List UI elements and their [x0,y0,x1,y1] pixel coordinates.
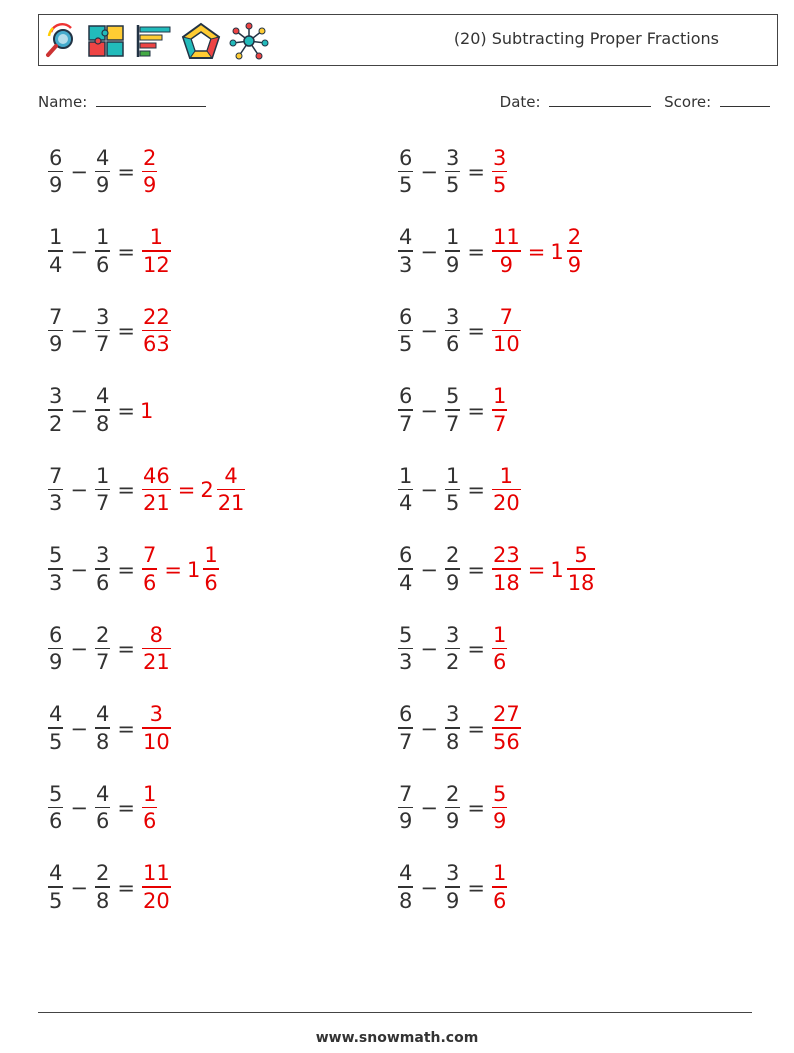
footer-divider [38,1012,752,1013]
minus-sign: − [70,637,88,661]
answer-fraction [492,545,521,594]
problem-item [46,381,154,441]
second-fraction [445,145,460,198]
mixed-whole: 1 [186,557,201,582]
minus-sign: − [420,478,438,502]
denominator: 7 [399,411,413,436]
denominator: 10 [142,729,170,754]
denominator: 6 [95,809,110,834]
minus-sign: − [420,319,438,343]
bar-chart-icon [135,22,173,60]
denominator: 9 [445,252,460,277]
denominator: 18 [567,570,595,595]
numerator: 5 [445,384,460,409]
numerator: 1 [499,463,514,488]
answer-equals-sign: = [164,557,182,582]
numerator: 11 [492,225,520,250]
answer-equals-sign: = [527,239,546,264]
numerator: 3 [445,622,460,647]
mixed-fraction [217,463,246,516]
problem-item [46,699,173,759]
denominator: 6 [142,570,157,595]
denominator: 3 [49,491,63,516]
numerator: 5 [399,622,413,647]
numerator: 6 [49,622,63,647]
equals-sign: = [467,557,485,582]
numerator: 7 [49,463,63,488]
score-label: Score: [664,93,712,111]
numerator: 6 [399,543,413,568]
problem-item [396,222,584,282]
minus-sign: − [70,478,88,502]
denominator: 9 [49,650,63,675]
answer-fraction [492,863,507,912]
minus-sign: − [420,557,438,582]
second-fraction [445,622,460,675]
denominator: 5 [399,332,413,357]
answer-fraction [492,781,507,834]
name-label: Name: [38,93,88,111]
minus-sign: − [70,716,88,741]
mixed-fraction [203,545,218,594]
denominator: 6 [204,570,218,595]
date-blank[interactable] [549,92,651,107]
numerator: 2 [567,225,582,250]
equals-sign: = [467,319,485,343]
answer-fraction [142,863,171,912]
numerator: 6 [49,145,63,170]
answer [140,304,173,357]
denominator: 5 [49,729,63,754]
first-fraction [398,463,413,516]
denominator: 18 [492,570,520,595]
answer-fraction [492,227,521,276]
denominator: 21 [142,491,170,516]
minus-sign: − [70,319,88,343]
minus-sign: − [70,557,88,582]
denominator: 6 [445,332,460,357]
minus-sign: − [70,239,88,264]
problem-item [46,619,173,679]
first-fraction [48,781,63,834]
denominator: 9 [499,252,514,277]
first-fraction [398,304,413,357]
numerator: 6 [399,384,413,409]
numerator: 3 [445,861,460,886]
numerator: 3 [492,145,507,170]
answer [490,863,509,912]
problem-item [396,301,523,361]
equals-sign: = [467,716,485,741]
numerator: 4 [95,702,110,727]
first-fraction [48,622,63,675]
denominator: 10 [492,332,520,357]
minus-sign: − [70,398,88,423]
denominator: 9 [492,809,507,834]
first-fraction [398,145,413,198]
second-fraction [95,145,110,198]
denominator: 7 [95,332,110,357]
numerator: 5 [49,781,63,806]
denominator: 5 [492,173,507,198]
second-fraction [445,304,460,357]
answer [140,145,159,198]
answer-fraction [492,622,507,675]
problem-item [396,540,597,600]
denominator: 6 [492,888,507,913]
numerator: 5 [49,543,63,568]
numerator: 4 [224,463,238,488]
denominator: 9 [95,173,110,198]
denominator: 8 [95,411,110,436]
minus-sign: − [420,398,438,423]
denominator: 3 [49,570,63,595]
equals-sign: = [117,875,135,900]
answer-fraction [492,704,521,753]
problem-item [46,301,173,361]
denominator: 4 [49,252,63,277]
footer-site: www.snowmath.com [315,1030,479,1046]
equals-sign: = [117,557,135,582]
equals-sign: = [117,637,135,661]
numerator: 11 [142,861,170,886]
equals-sign: = [117,239,135,264]
numerator: 6 [399,304,413,329]
equals-sign: = [467,875,485,900]
denominator: 6 [49,809,63,834]
problem-item [396,619,509,679]
numerator: 1 [492,384,507,409]
problem-item [396,778,509,838]
numerator: 1 [149,225,164,250]
minus-sign: − [420,796,438,820]
answer [140,622,173,675]
problem-item [396,381,509,441]
numerator: 1 [445,225,460,250]
numerator: 1 [49,225,63,250]
second-fraction [95,863,110,912]
denominator: 5 [445,491,460,516]
second-fraction [95,463,110,516]
numerator: 5 [492,781,507,806]
name-blank[interactable] [96,92,206,107]
equals-sign: = [467,478,485,502]
first-fraction [398,704,413,753]
denominator: 6 [95,570,110,595]
numerator: 2 [445,781,460,806]
minus-sign: − [420,637,438,661]
mixed-whole: 1 [550,239,564,264]
denominator: 9 [445,570,460,595]
second-fraction [445,863,460,912]
answer [490,545,597,594]
numerator: 4 [95,384,110,409]
answer [490,145,509,198]
name-field [38,92,206,111]
network-icon [229,22,269,60]
first-fraction [48,145,63,198]
second-fraction [95,386,110,435]
denominator: 7 [492,411,507,436]
numerator: 2 [142,145,157,170]
denominator: 6 [95,252,110,277]
numerator: 6 [399,702,413,727]
numerator: 4 [49,702,63,727]
second-fraction [445,227,460,276]
numerator: 3 [95,304,110,329]
minus-sign: − [420,239,438,264]
first-fraction [48,227,63,276]
answer [140,781,159,834]
first-fraction [48,386,63,435]
denominator: 8 [445,729,460,754]
numerator: 1 [445,463,460,488]
numerator: 4 [399,861,413,886]
numerator: 3 [445,145,460,170]
numerator: 3 [95,543,110,568]
second-fraction [95,545,110,594]
first-fraction [398,863,413,912]
minus-sign: − [70,875,88,900]
second-fraction [445,545,460,594]
denominator: 9 [49,173,63,198]
numerator: 7 [142,543,157,568]
equals-sign: = [117,319,135,343]
answer [490,386,509,435]
denominator: 7 [399,729,413,754]
answer-fraction [142,145,157,198]
equals-sign: = [467,637,485,661]
problem-item [46,222,173,282]
denominator: 6 [492,650,507,675]
first-fraction [48,545,63,594]
denominator: 8 [95,729,110,754]
numerator: 3 [49,384,63,409]
equals-sign: = [467,160,485,184]
denominator: 5 [399,173,413,198]
answer-equals-sign: = [527,557,546,582]
denominator: 5 [49,888,63,913]
minus-sign: − [70,796,88,820]
puzzle-icon [87,22,127,60]
score-blank[interactable] [720,92,770,107]
second-fraction [95,704,110,753]
problem-item [46,540,221,600]
denominator: 7 [95,650,110,675]
second-fraction [95,622,110,675]
denominator: 6 [142,809,157,834]
magnifier-chart-icon [45,22,79,60]
equals-sign: = [117,398,135,423]
numerator: 7 [49,304,63,329]
pentagon-icon [181,22,221,60]
problem-item [46,778,159,838]
denominator: 9 [445,888,460,913]
minus-sign: − [420,716,438,741]
first-fraction [398,781,413,834]
denominator: 2 [49,411,63,436]
numerator: 4 [95,145,110,170]
numerator: 1 [95,463,110,488]
worksheet-title: (20) Subtracting Proper Fractions [453,29,719,48]
numerator: 1 [492,861,507,886]
answer [490,463,523,516]
numerator: 1 [492,622,507,647]
date-label: Date: [499,93,541,111]
numerator: 1 [204,543,218,568]
denominator: 9 [445,809,460,834]
problem-item [46,460,247,520]
answer-fraction [142,227,171,276]
answer-whole: 1 [139,398,154,423]
first-fraction [48,863,63,912]
denominator: 4 [399,491,413,516]
numerator: 2 [95,622,110,647]
numerator: 27 [492,702,520,727]
mixed-whole: 1 [550,557,564,582]
denominator: 63 [142,332,170,357]
header-box [38,14,778,66]
answer [490,704,523,753]
problem-item [46,142,159,202]
denominator: 7 [445,411,460,436]
equals-sign: = [467,239,485,264]
answer-fraction [142,545,157,594]
mixed-fraction [567,227,582,276]
equals-sign: = [117,716,135,741]
minus-sign: − [420,875,438,900]
answer [140,545,221,594]
numerator: 22 [142,304,170,329]
answer [490,304,523,357]
answer [140,704,173,753]
first-fraction [398,545,413,594]
answer-fraction [142,463,171,516]
numerator: 5 [574,543,588,568]
first-fraction [48,704,63,753]
denominator: 9 [567,252,582,277]
denominator: 8 [399,888,413,913]
first-fraction [398,622,413,675]
answer [490,781,509,834]
denominator: 9 [142,173,157,198]
equals-sign: = [117,478,135,502]
minus-sign: − [70,160,88,184]
numerator: 4 [49,861,63,886]
first-fraction [48,304,63,357]
answer-fraction [492,386,507,435]
mixed-whole: 2 [200,478,214,502]
problem-item [396,858,509,918]
answer [490,622,509,675]
equals-sign: = [467,796,485,820]
equals-sign: = [117,160,135,184]
first-fraction [398,227,413,276]
answer-fraction [142,781,157,834]
denominator: 21 [217,491,245,516]
header-icons [45,21,269,61]
first-fraction [48,463,63,516]
equals-sign: = [117,796,135,820]
first-fraction [398,386,413,435]
mixed-fraction [567,545,596,594]
answer-fraction [492,463,521,516]
answer-fraction [492,145,507,198]
denominator: 9 [399,809,413,834]
numerator: 2 [95,861,110,886]
answer-fraction [492,304,521,357]
second-fraction [445,463,460,516]
denominator: 21 [142,650,170,675]
second-fraction [445,704,460,753]
equals-sign: = [467,398,485,423]
denominator: 20 [492,491,520,516]
numerator: 4 [95,781,110,806]
numerator: 4 [399,225,413,250]
numerator: 8 [149,622,164,647]
minus-sign: − [420,160,438,184]
answer-fraction [142,622,171,675]
second-fraction [95,304,110,357]
answer [490,227,584,276]
numerator: 23 [492,543,520,568]
denominator: 2 [445,650,460,675]
numerator: 1 [399,463,413,488]
denominator: 56 [492,729,520,754]
second-fraction [445,781,460,834]
numerator: 6 [399,145,413,170]
numerator: 46 [142,463,170,488]
answer [140,863,173,912]
denominator: 7 [95,491,110,516]
numerator: 3 [149,702,164,727]
answer-equals-sign: = [177,478,196,502]
problem-item [396,142,509,202]
numerator: 7 [499,304,514,329]
problem-item [396,460,523,520]
problem-item [396,699,523,759]
numerator: 1 [142,781,157,806]
denominator: 3 [399,252,413,277]
numerator: 3 [445,702,460,727]
denominator: 3 [399,650,413,675]
numerator: 2 [445,543,460,568]
second-fraction [95,781,110,834]
numerator: 7 [399,781,413,806]
numerator: 3 [445,304,460,329]
answer-fraction [142,304,171,357]
numerator: 1 [95,225,110,250]
problem-item [46,858,173,918]
denominator: 9 [49,332,63,357]
answer [140,463,247,516]
second-fraction [445,386,460,435]
answer [140,399,154,423]
denominator: 8 [95,888,110,913]
denominator: 5 [445,173,460,198]
denominator: 20 [142,888,170,913]
denominator: 4 [399,570,413,595]
answer [140,227,173,276]
date-score-field [500,92,770,111]
denominator: 12 [142,252,170,277]
answer-fraction [142,704,171,753]
second-fraction [95,227,110,276]
